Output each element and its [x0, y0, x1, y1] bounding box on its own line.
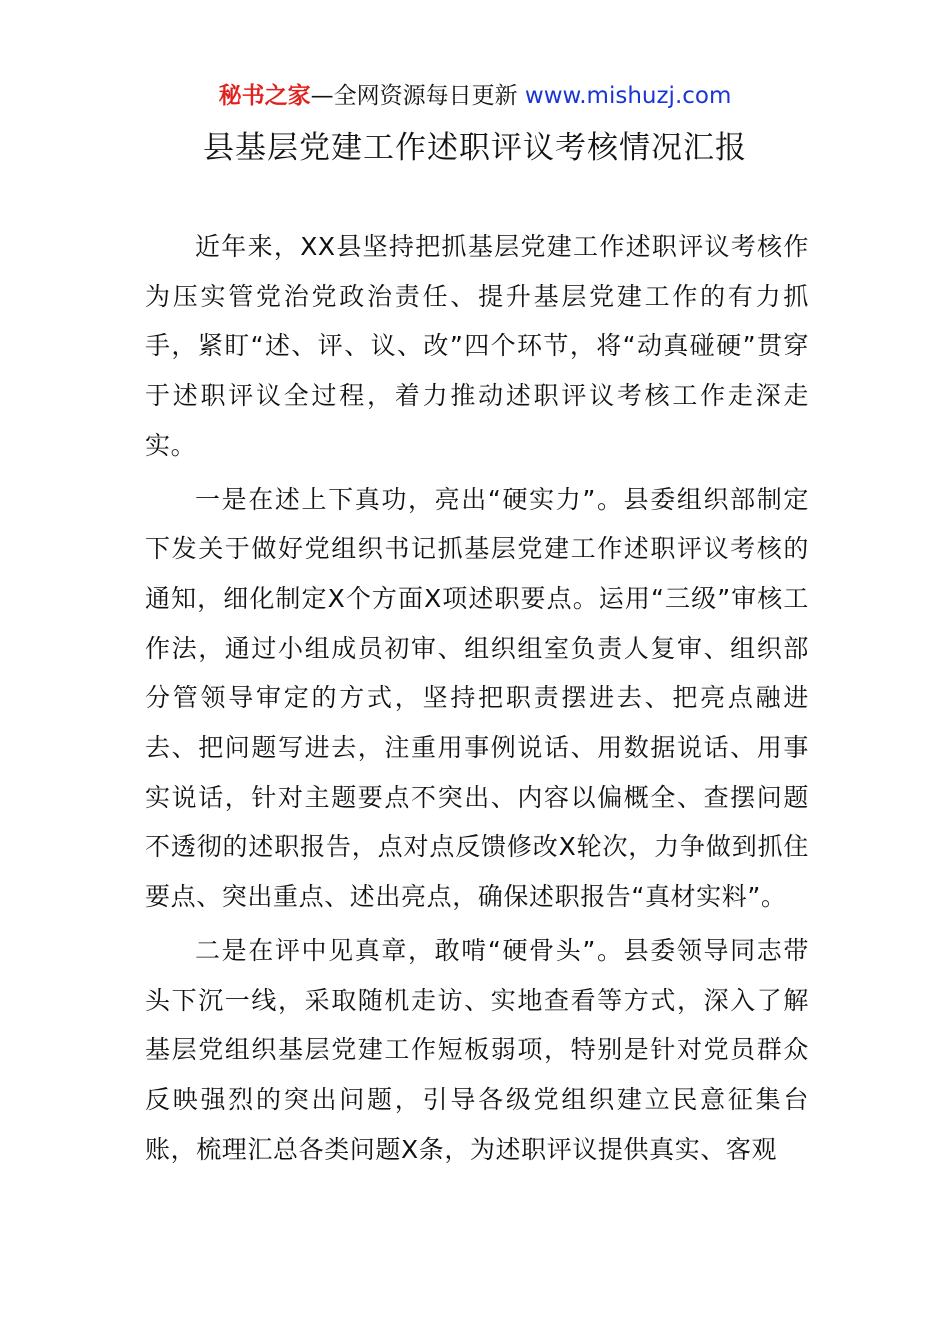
paragraph-intro: 近年来，XX县坚持把抓基层党建工作述职评议考核作为压实管党治党政治责任、提升基层党建工作的有力抓手，紧盯“述、评、议、改”四个环节，将“动真碰硬”贯穿于述职评议全过程，着力推动述职评议考核工作走深走实。	[145, 232, 809, 460]
header-slogan: —全网资源每日更新	[310, 83, 525, 109]
site-url[interactable]: www.mishuzj.com	[524, 83, 732, 109]
brand-name: 秘书之家	[218, 83, 311, 109]
document-body	[145, 222, 809, 1178]
paragraph-point-two: 二是在评中见真章，敢啃“硬骨头”。县委领导同志带头下沉一线，采取随机走访、实地查看等方式，深入了解基层党组织基层党建工作短板弱项，特别是针对党员群众反映强烈的突出问题，引导各级党组织建立民意征集台账，梳理汇总各类问题X条，为述职评议提供真实、客观	[145, 935, 809, 1164]
site-header	[0, 78, 950, 114]
paragraph-point-one: 一是在述上下真功，亮出“硬实力”。县委组织部制定下发关于做好党组织书记抓基层党建工作述职评议考核的通知，细化制定X个方面X项述职要点。运用“三级”审核工作法，通过小组成员初审、组织组室负责人复审、组织部分管领导审定的方式，坚持把职责摆进去、把亮点融进去、把问题写进去，注重用事例说话、用数据说话、用事实说话，针对主题要点不突出、内容以偏概全、查摆问题不透彻的述职报告，点对点反馈修改X轮次，力争做到抓住要点、突出重点、述出亮点，确保述职报告“真材实料”。	[145, 484, 809, 912]
document-title: 县基层党建工作述职评议考核情况汇报	[203, 130, 747, 166]
